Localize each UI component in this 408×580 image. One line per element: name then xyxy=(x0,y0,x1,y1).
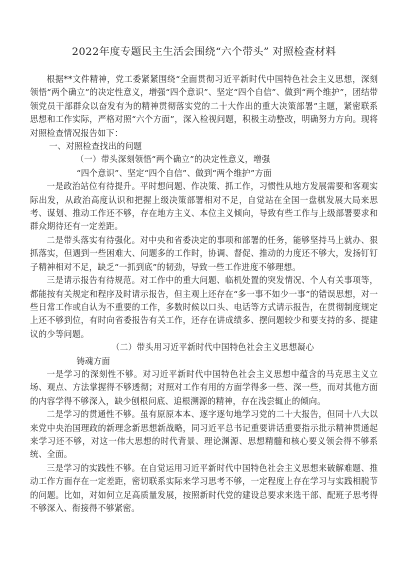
section-heading-1: 一、对照检查找出的问题 xyxy=(49,141,142,152)
document-title: 2022年度专题民主生活会围绕“六个带头” 对照检查材料 xyxy=(71,46,337,58)
intro-paragraph: 根据**文件精神，党工委紧紧围绕“全面贯彻习近平新时代中国特色社会主义思想，深刻领悟“两个确立”的决定性意义，增强“四个意识”、坚定“四个自信”、做到“两个维护”，团结带领党员干部群众以奋发有为的精神贯彻落实党的二十大作出的重大决策部署”主题，紧密联系思想和工作实际，严格对照“六个方面”，深入检视问题，积极主动整改，明确努力方向。现将对照检查情况报告如下： xyxy=(30,74,378,138)
paragraph-study-depth: 一是学习的深刻性不够。对习近平新时代中国特色社会主义思想中蕴含的马克思主义立场、观点、方法掌握得不够透彻；对照对工作有用的方面学得多一些、深一些，而对其他方面的内容学得不够深入，缺少刨根问底、追根溯源的精神，存在浅尝辄止的倾向。 xyxy=(30,368,378,406)
subsection-heading-1: （一）带头深刻领悟“两个确立”的决定性意义，增强 xyxy=(75,154,271,165)
subsection-heading-2: （二）带头用习近平新时代中国特色社会主义思想凝心 xyxy=(111,342,315,353)
subsection-heading-1-continued: “四个意识”、坚定“四个自信”、做到“两个维护”方面 xyxy=(76,167,272,178)
paragraph-reporting: 三是请示报告有待规范。对工作中的重大问题、临机处置的突发情况、个人有关事项等，都能按有关规定和程序及时请示报告，但主观上还存在“多一事不如少一事”的错误思想，对一些日常工作或自认为不重要的工作，多数时候以口头、电话等方式请示报告，在贯彻制度规定上还不够到位，有时向省委报告有关工作，还存在讲成绩多、摆问题较少和要支持的多、提建议的少等问题。 xyxy=(30,275,378,339)
subsection-heading-2-continued: 铸魂方面 xyxy=(76,355,111,366)
paragraph-study-coherence: 二是学习的贯通性不够。虽有原原本本、逐字逐句地学习党的二十大报告，但同十八大以来党中央治国理政的新理念新思想新战略，同习近平总书记重要讲话重要指示批示精神贯通起来学习还不够，对这一伟大思想的时代背景、理论渊源、思想精髓和核心要义领会得不够系统、全面。 xyxy=(30,409,378,460)
paragraph-implementation: 二是带头落实有待强化。对中央和省委决定的事项和部署的任务，能够坚持马上就办、狠抓落实，但遇到一些困难大、问题多的工作时，协调、督促、推动的力度还不够大，发扬钉钉子精神相对不足，缺乏“一抓到底”的韧劲，导致一些工作进度不够理想。 xyxy=(30,234,378,272)
paragraph-political-stance: 一是政治站位有待提升。平时想问题、作决策、抓工作，习惯性从地方发展需要和客观实际出发，从政治高度认识和把握上级决策部署相对不足，自觉站在全国一盘棋发展大局来思考、谋划、推动工作还不够，存在地方主义、本位主义倾向，导致有些工作与上级部署要求和群众期待还有一定差距。 xyxy=(30,181,378,232)
paragraph-study-practice: 三是学习的实践性不够。在自觉运用习近平新时代中国特色社会主义思想来破解难题、推动工作方面存在一定差距，密切联系实际来学习思考不够，一定程度上存在学习与实践相脱节的问题。比如，对如何立足高质量发展，按照新时代党的建设总要求来选干部、配班子思考得不够深入、衔接得不够紧密。 xyxy=(30,462,378,513)
